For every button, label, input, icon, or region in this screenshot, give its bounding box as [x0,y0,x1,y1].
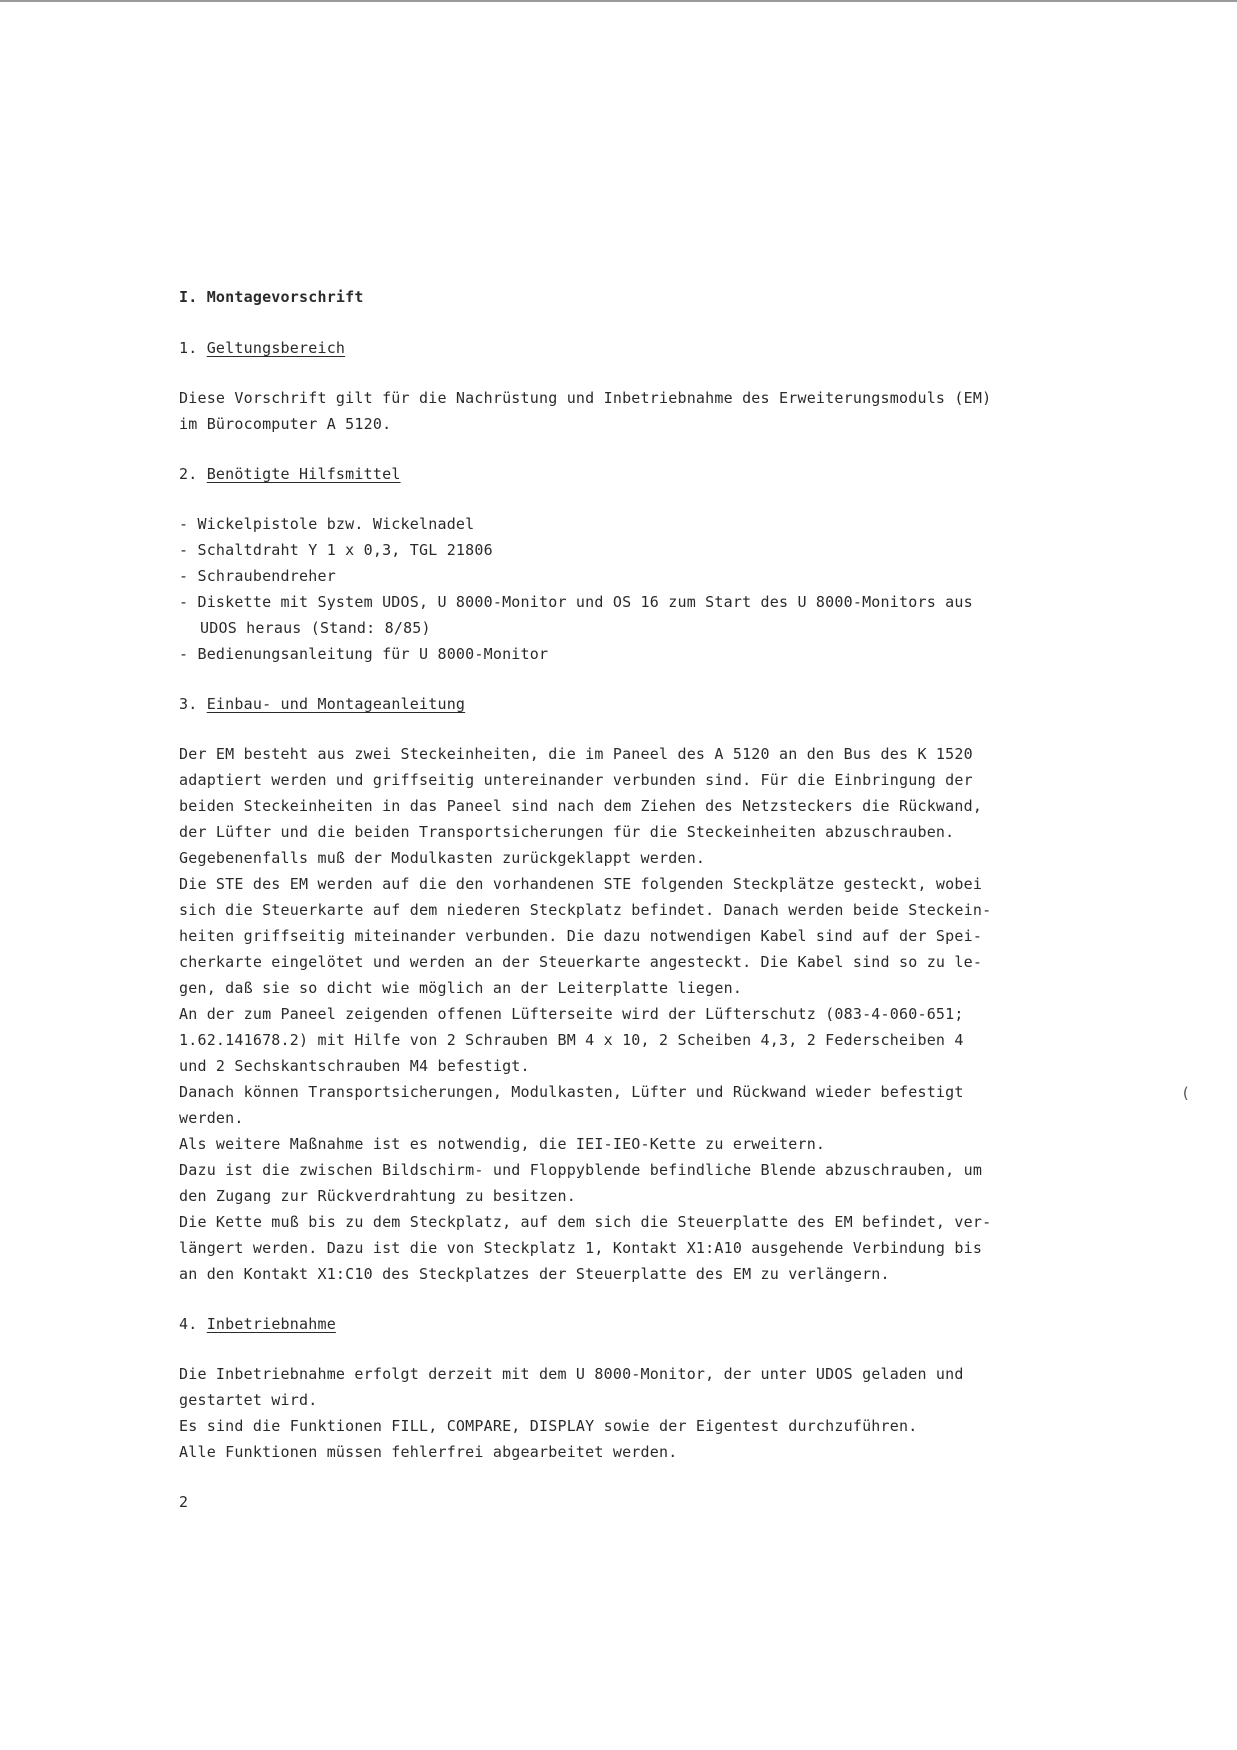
section-3-number: 3. [179,695,198,713]
text-line: sich die Steuerkarte auf dem niederen Steckplatz befindet. Danach werden beide Steckein- [179,901,992,919]
section-1-title: Geltungsbereich [206,339,346,357]
section-4-body [179,1361,1119,1465]
text-line: Dazu ist die zwischen Bildschirm- und Floppyblende befindliche Blende abzuschrauben, um [179,1161,983,1179]
text-line: Alle Funktionen müssen fehlerfrei abgearbeitet werden. [179,1443,678,1461]
text-line: im Bürocomputer A 5120. [179,415,392,433]
text-line: Die Kette muß bis zu dem Steckplatz, auf dem sich die Steuerplatte des EM befindet, ver- [179,1213,992,1231]
text-line: Der EM besteht aus zwei Steckeinheiten, die im Paneel des A 5120 an den Bus des K 1520 [179,745,973,763]
section-1-heading [179,335,1119,361]
list-item [179,589,1119,641]
section-1-number: 1. [179,339,198,357]
section-3-body [179,741,1119,1287]
text-line: Die Inbetriebnahme erfolgt derzeit mit dem U 8000-Monitor, der unter UDOS geladen und [179,1365,964,1383]
text-line: heiten griffseitig miteinander verbunden. Die dazu notwendigen Kabel sind auf der Spei- [179,927,983,945]
margin-mark: ( [1181,1084,1191,1102]
text-line: Als weitere Maßnahme ist es notwendig, die IEI-IEO-Kette zu erweitern. [179,1135,826,1153]
section-2-number: 2. [179,465,198,483]
section-4-title: Inbetriebnahme [206,1315,336,1333]
text-line: 1.62.141678.2) mit Hilfe von 2 Schrauben BM 4 x 10, 2 Scheiben 4,3, 2 Federscheiben 4 [179,1031,964,1049]
section-4-heading [179,1311,1119,1337]
list-item-continuation: UDOS heraus (Stand: 8/85) [200,619,431,637]
list-item: - Wickelpistole bzw. Wickelnadel [179,515,475,533]
page-number: 2 [179,1493,189,1511]
text-line: Diese Vorschrift gilt für die Nachrüstung und Inbetriebnahme des Erweiterungsmoduls (EM) [179,389,992,407]
text-line: An der zum Paneel zeigenden offenen Lüfterseite wird der Lüfterschutz (083-4-060-651; [179,1005,964,1023]
text-line: adaptiert werden und griffseitig untereinander verbunden sind. Für die Einbringung der [179,771,973,789]
list-item-text: - Diskette mit System UDOS, U 8000-Monitor und OS 16 zum Start des U 8000-Monitors aus [179,593,973,611]
text-line: der Lüfter und die beiden Transportsicherungen für die Steckeinheiten abzuschrauben. [179,823,955,841]
text-line: Die STE des EM werden auf die den vorhandenen STE folgenden Steckplätze gesteckt, wobei [179,875,983,893]
document-page [179,284,1119,1515]
text-line: gen, daß sie so dicht wie möglich an der Leiterplatte liegen. [179,979,743,997]
list-item: - Bedienungsanleitung für U 8000-Monitor [179,645,549,663]
text-line: gestartet wird. [179,1391,318,1409]
text-line: an den Kontakt X1:C10 des Steckplatzes der Steuerplatte des EM zu verlängern. [179,1265,890,1283]
text-line: den Zugang zur Rückverdrahtung zu besitzen. [179,1187,576,1205]
text-line: längert werden. Dazu ist die von Steckplatz 1, Kontakt X1:A10 ausgehende Verbindung bis [179,1239,983,1257]
page-top-edge [0,0,1237,2]
section-2-title: Benötigte Hilfsmittel [206,465,401,483]
text-line: Gegebenenfalls muß der Modulkasten zurückgeklappt werden. [179,849,706,867]
text-line: cherkarte eingelötet und werden an der Steuerkarte angesteckt. Die Kabel sind so zu le- [179,953,983,971]
text-line: werden. [179,1109,244,1127]
text-line: Es sind die Funktionen FILL, COMPARE, DISPLAY sowie der Eigentest durchzuführen. [179,1417,918,1435]
section-3-heading [179,691,1119,717]
text-line: und 2 Sechskantschrauben M4 befestigt. [179,1057,530,1075]
document-title: I. Montagevorschrift [179,288,364,306]
text-line: Danach können Transportsicherungen, Modulkasten, Lüfter und Rückwand wieder befestigt [179,1083,964,1101]
tools-list [179,511,1119,667]
text-line: beiden Steckeinheiten in das Paneel sind nach dem Ziehen des Netzsteckers die Rückwand, [179,797,983,815]
list-item: - Schaltdraht Y 1 x 0,3, TGL 21806 [179,541,493,559]
section-1-body [179,385,1119,437]
section-3-title: Einbau- und Montageanleitung [206,695,466,713]
section-4-number: 4. [179,1315,198,1333]
list-item: - Schraubendreher [179,567,336,585]
section-2-heading [179,461,1119,487]
